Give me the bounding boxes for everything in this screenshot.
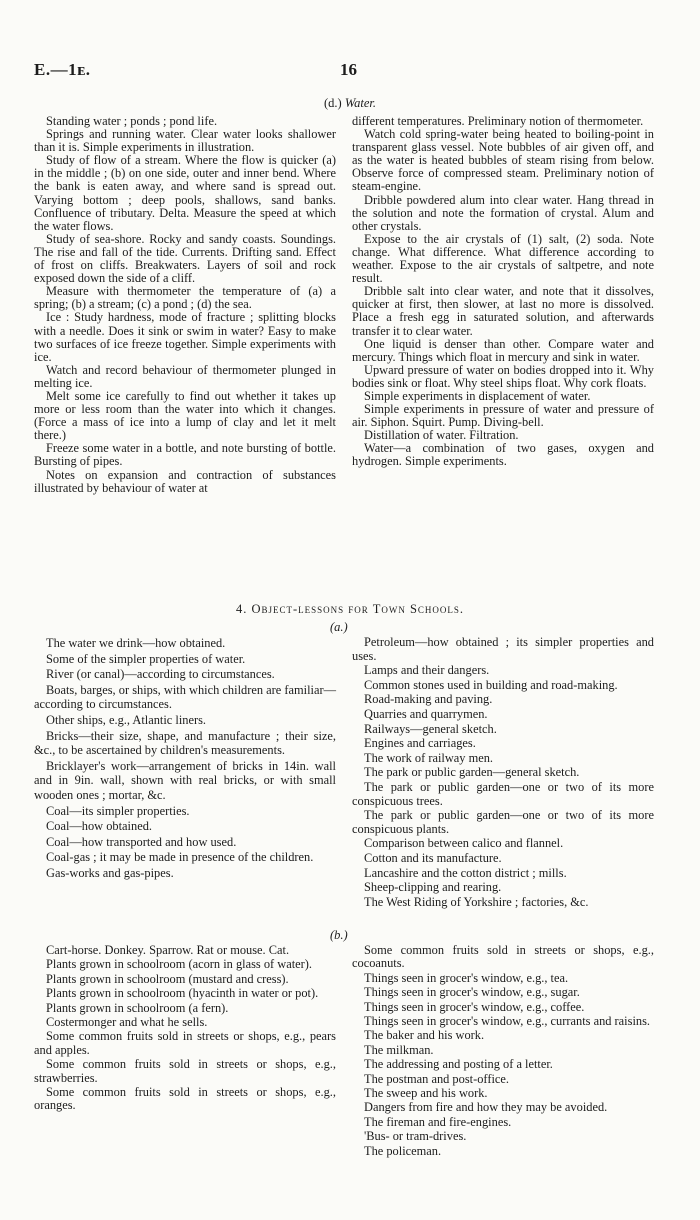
list-item: The park or public garden—one or two of its more conspicuous trees. [352,779,654,808]
list-item: Some common fruits sold in streets or shops, e.g., pears and apples. [34,1029,336,1057]
paragraph: Dribble salt into clear water, and note that it dissolves, quicker at first, then slower, at last no more is dissolved. Place a fresh egg in saturated solution, and afterwards transfer it to clear water. [352,284,654,338]
paragraph: Distillation of water. Filtration. [364,428,519,443]
list-item: Things seen in grocer's window, e.g., tea. [364,970,569,985]
list-item: Sheep-clipping and rearing. [364,880,502,895]
list-item: Things seen in grocer's window, e.g., currants and raisins. [364,1014,651,1029]
paragraph: Expose to the air crystals of (1) salt, (2) soda. Note change. What difference. What difference according to weather. Expose to the air crystals of saltpetre, and note result. [352,231,654,286]
list-item: Railways—general sketch. [364,721,497,736]
water-left-column [34,115,336,495]
list-item: Road-making and paving. [364,692,493,707]
list-item: Some common fruits sold in streets or shops, e.g., strawberries. [34,1057,336,1085]
list-item: The West Riding of Yorkshire ; factories, &c. [364,894,589,909]
list-item: Coal—its simpler properties. [46,803,190,818]
paragraph: One liquid is denser than other. Compare water and mercury. Things which float in mercury and sink in water. [352,336,654,364]
paragraph: Freeze some water in a bottle, and note bursting of bottle. Bursting of pipes. [34,441,336,469]
list-item: Coal-gas ; it may be made in presence of the children. [46,850,314,865]
list-item: Comparison between calico and flannel. [364,836,564,851]
paragraph: Watch and record behaviour of thermometer plunged in melting ice. [34,362,336,390]
list-item: Some of the simpler properties of water. [46,651,246,666]
water-heading [0,96,700,111]
paragraph: different temperatures. Preliminary notion of thermometer. [352,114,644,128]
water-heading-prefix: (d.) [324,96,345,110]
list-item: Cart-horse. Donkey. Sparrow. Rat or mouse. Cat. [46,943,290,957]
list-item: The water we drink—how obtained. [46,636,226,650]
list-item: Plants grown in schoolroom (mustard and cress). [46,971,289,986]
list-item: Dangers from fire and how they may be avoided. [364,1100,608,1115]
list-item: Bricklayer's work—arrangement of bricks in 14in. wall and in 9in. wall, shown with real bricks, or with small wooden ones ; mortar, &c. [34,758,336,802]
list-item: The milkman. [364,1042,434,1057]
list-item: Bricks—their size, shape, and manufacture ; their size, &c., to be ascertained by children's measurements. [34,728,336,758]
list-item: Common stones used in building and road-making. [364,677,618,692]
paragraph: Standing water ; ponds ; pond life. [46,114,218,128]
list-item: Other ships, e.g., Atlantic liners. [46,712,207,727]
list-item: The fireman and fire-engines. [364,1114,512,1129]
water-heading-title: Water. [344,96,376,110]
list-item: Lamps and their dangers. [364,663,490,678]
paragraph: Upward pressure of water on bodies dropped into it. Why bodies sink or float. Why steel ships float. Why cork floats. [352,362,654,390]
town-a-right-column [352,636,654,910]
list-item: 'Bus- or tram-drives. [364,1129,467,1144]
paragraph: Water—a combination of two gases, oxygen and hydrogen. Simple experiments. [352,441,654,469]
list-item: Engines and carriages. [364,736,476,751]
list-item: Some common fruits sold in streets or shops, e.g., oranges. [34,1085,336,1113]
list-item: Plants grown in schoolroom (a fern). [46,1000,229,1015]
list-item: Boats, barges, or ships, with which children are familiar—according to circumstances. [34,682,336,712]
paragraph: Measure with thermometer the temperature of (a) a spring; (b) a stream; (c) a pond ; (d) the sea. [34,284,336,312]
page-number: 16 [340,60,357,79]
list-item: Things seen in grocer's window, e.g., coffee. [364,999,585,1014]
list-item: The addressing and posting of a letter. [364,1057,553,1072]
paragraph: Notes on expansion and contraction of substances illustrated by behaviour of water at [34,467,336,495]
subsection-a-label: (a.) [330,620,348,634]
water-right-column [352,115,654,469]
town-b-left-column [34,944,336,1114]
list-item: Coal—how transported and how used. [46,834,237,849]
document-code: E.—1ᴇ. [34,60,91,79]
list-item: The policeman. [364,1143,442,1158]
paragraph: Ice : Study hardness, mode of fracture ; splitting blocks with a needle. Does it sink or swim in water? Easy to make two surfaces of ice freeze together. Simple experiments with ice. [34,310,336,364]
subsection-b-label: (b.) [330,928,348,942]
paragraph: Springs and running water. Clear water looks shallower than it is. Simple experiments in illustration. [34,127,336,155]
list-item: Gas-works and gas-pipes. [46,865,174,880]
town-b-right-column [352,944,654,1159]
paragraph: Dribble powdered alum into clear water. Hang thread in the solution and note the formation of crystal. Alum and other crystals. [352,192,654,233]
list-item: The park or public garden—general sketch. [364,765,580,780]
list-item: Coal—how obtained. [46,819,152,834]
town-schools-heading: 4. Object-lessons for Town Schools. [235,602,465,616]
list-item: River (or canal)—according to circumstances. [46,667,275,682]
list-item: The baker and his work. [364,1028,485,1043]
list-item: Petroleum—how obtained ; its simpler properties and uses. [352,635,654,663]
paragraph: Melt some ice carefully to find out whether it takes up more or less room than the water into which it changes. (Force a mass of ice into a lump of clay and let it melt there.) [34,388,336,443]
list-item: Costermonger and what he sells. [46,1015,208,1030]
list-item: Lancashire and the cotton district ; mills. [364,865,567,880]
list-item: Quarries and quarrymen. [364,706,488,721]
paragraph: Study of sea-shore. Rocky and sandy coasts. Soundings. The rise and fall of the tide. Currents. Drifting sand. Effect of frost on cliffs. Breakwaters. Layers of soil and rock exposed down the side of a cliff. [34,231,336,286]
list-item: The park or public garden—one or two of its more conspicuous plants. [352,808,654,836]
list-item: Plants grown in schoolroom (hyacinth in water or pot). [46,986,319,1001]
paragraph: Simple experiments in pressure of water and pressure of air. Siphon. Squirt. Pump. Diving-bell. [352,402,654,430]
town-a-left-column [34,636,336,882]
list-item: Things seen in grocer's window, e.g., sugar. [364,985,580,1000]
paragraph: Study of flow of a stream. Where the flow is quicker (a) in the middle ; (b) on one side, outer and inner bend. Where the bank is eaten away, and where sand is spread out. Varying bottom ; deep pools, shallows, sand banks. Confluence of tributary. Delta. Measure the speed at which the water flows. [34,153,336,233]
list-item: Plants grown in schoolroom (acorn in glass of water). [46,957,312,972]
list-item: The postman and post-office. [364,1071,509,1086]
list-item: Cotton and its manufacture. [364,850,502,865]
list-item: The work of railway men. [364,750,494,765]
paragraph: Watch cold spring-water being heated to boiling-point in transparent glass vessel. Note bubbles of air given off, and as the water is heated bubbles of steam rising from below. Observe force of compressed steam. Preliminary notion of steam-engine. [352,127,654,194]
paragraph: Simple experiments in displacement of water. [364,388,591,403]
list-item: Some common fruits sold in streets or shops, e.g., cocoanuts. [352,943,654,971]
list-item: The sweep and his work. [364,1086,488,1101]
